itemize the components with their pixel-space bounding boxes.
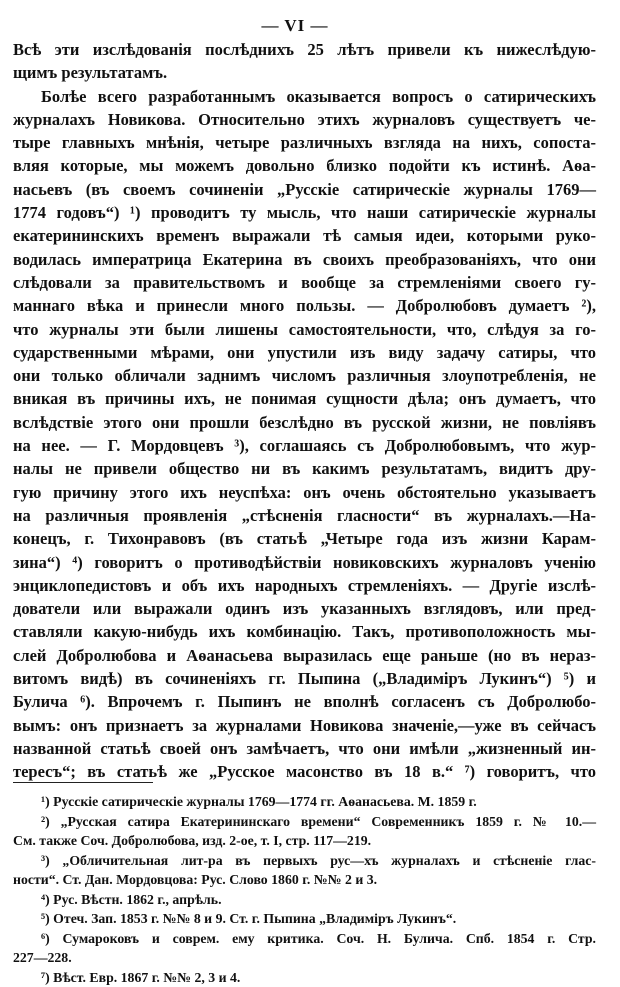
text-line: зина“) ⁴) говоритъ о противодѣйствіи новиковскихъ журналовъ ученію <box>13 551 596 574</box>
footnote-line: ⁴) Рус. Вѣстн. 1862 г., апрѣль. <box>13 890 596 910</box>
text-line: слей Добролюбова и Аѳанасьева выразилась еще раньше (но въ нераз- <box>13 644 596 667</box>
footnotes <box>13 792 596 987</box>
text-line: вляя которые, мы можемъ довольно близко подойти къ истинѣ. Аѳа- <box>13 154 596 177</box>
text-line: водилась императрица Екатерина въ своихъ преобразованіяхъ, что они <box>13 248 596 271</box>
footnote-separator <box>13 782 153 783</box>
text-line: гую причину этого ихъ неуспѣха: онъ очень обстоятельно указываетъ <box>13 481 596 504</box>
text-line: что журналы эти были лишены самостоятельности, что, слѣдуя за го- <box>13 318 596 341</box>
text-line: энциклопедистовъ и объ ихъ народныхъ стремленіяхъ. — Другіе изслѣ- <box>13 574 596 597</box>
text-line: слѣдовали за правительствомъ и вообще за стремленіями своего гу- <box>13 271 596 294</box>
text-line: вымъ: онъ признаетъ за журналами Новикова значеніе,—уже въ сейчасъ <box>13 714 596 737</box>
text-line: сударственными мѣрами, они упустили изъ виду задачу сатиры, что <box>13 341 596 364</box>
text-line: они только обличали заднимъ числомъ различныя злоупотребленія, не <box>13 364 596 387</box>
text-line: насьевъ (въ своемъ сочиненіи „Русскіе сатирическіе журналы 1769— <box>13 178 596 201</box>
text-line: Булича ⁶). Впрочемъ г. Пыпинъ не вполнѣ согласенъ съ Добролюбо- <box>13 690 596 713</box>
text-line: налы не привели общество ни въ какимъ результатамъ, видитъ дру- <box>13 457 596 480</box>
text-line: щимъ результатамъ. <box>13 61 596 84</box>
text-line: тыре главныхъ мнѣнія, четыре различныхъ взгляда на нихъ, сопоста- <box>13 131 596 154</box>
page-number: — VI — <box>0 16 590 36</box>
footnote-line: ⁶) Сумароковъ и соврем. ему критика. Соч. Н. Булича. Спб. 1854 г. Стр. <box>13 929 596 949</box>
text-line: екатерининскихъ временъ выражали тѣ самыя идеи, которыми руко- <box>13 224 596 247</box>
footnote-line: ⁵) Отеч. Зап. 1853 г. №№ 8 и 9. Ст. г. Пыпина „Владиміръ Лукинъ“. <box>13 909 596 929</box>
footnote-line: 227—228. <box>13 948 596 968</box>
text-line: названной статьѣ своей онъ замѣчаетъ, что они имѣли „жизненный ин- <box>13 737 596 760</box>
footnote-line: ³) „Обличительная лит-ра въ первыхъ рус—хъ журналахъ и стѣсненіе глас- <box>13 851 596 871</box>
text-line: на различныя проявленія „стѣсненія гласности“ въ журналахъ.—На- <box>13 504 596 527</box>
footnote-line: ¹) Русскіе сатирическіе журналы 1769—1774 гг. Аѳанасьева. М. 1859 г. <box>13 792 596 812</box>
text-line: Всѣ эти изслѣдованія послѣднихъ 25 лѣтъ привели къ нижеслѣдую- <box>13 38 596 61</box>
text-line: дователи или выражали одинъ изъ указанныхъ взглядовъ, или пред- <box>13 597 596 620</box>
text-line: витомъ видѣ) въ сочиненіяхъ гг. Пыпина („Владиміръ Лукинъ“) ⁵) и <box>13 667 596 690</box>
text-line: на нее. — Г. Мордовцевъ ³), соглашаясь съ Добролюбовымъ, что жур- <box>13 434 596 457</box>
footnote-line: См. также Соч. Добролюбова, изд. 2-ое, т. I, стр. 117—219. <box>13 831 596 851</box>
text-line: маннаго вѣка и принесли много пользы. — Добролюбовъ думаетъ ²), <box>13 294 596 317</box>
text-line: конецъ, г. Тихонравовъ (въ статьѣ „Четыре года изъ жизни Карам- <box>13 527 596 550</box>
text-line: журналахъ Новикова. Относительно этихъ журналовъ существуетъ че- <box>13 108 596 131</box>
text-line: вслѣдствіе этого они прошли безслѣдно въ русской жизни, не повліявъ <box>13 411 596 434</box>
body-text <box>13 38 596 784</box>
text-line: тересъ“; въ статьѣ же „Русское масонство въ 18 в.“ ⁷) говоритъ, что <box>13 760 596 783</box>
text-line: ставляли какую-нибудь ихъ комбинацію. Такъ, противоположность мы- <box>13 620 596 643</box>
footnote-line: ²) „Русская сатира Екатерининскаго времени“ Современникъ 1859 г. № 10.— <box>13 812 596 832</box>
text-line: вникая въ причины ихъ, не понимая сущности дѣла; онъ думаетъ, что <box>13 387 596 410</box>
footnote-line: ⁷) Вѣст. Евр. 1867 г. №№ 2, 3 и 4. <box>13 968 596 987</box>
text-line: Болѣе всего разработаннымъ оказывается вопросъ о сатирическихъ <box>13 85 596 108</box>
text-line: 1774 годовъ“) ¹) проводитъ ту мысль, что наши сатирическіе журналы <box>13 201 596 224</box>
footnote-line: ности“. Ст. Дан. Мордовцова: Рус. Слово 1860 г. №№ 2 и 3. <box>13 870 596 890</box>
